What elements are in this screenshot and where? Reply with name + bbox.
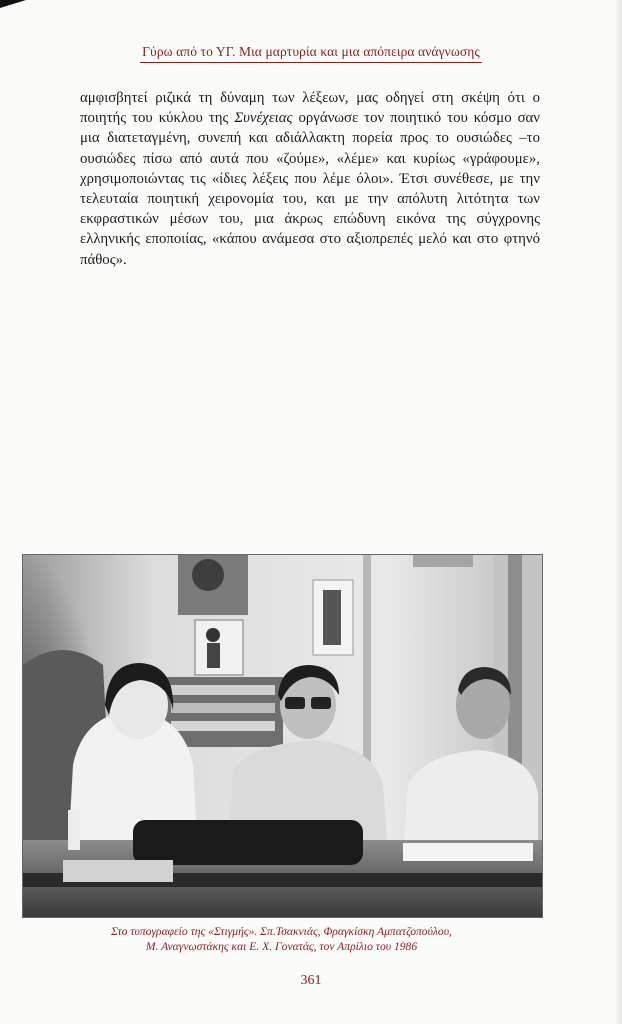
body-text-part2: οργάνωσε τον ποιητικό του κόσμο σαν μια διατεταγμένη, συνεπή και αδιάλλακτη πορεία προς το ουσιώδες –το ουσιώδες πίσω από αυτά που «ζούμε», «λέμε» και κυρίως «γράφουμε», χρησιμοποιώντας τις «ίδιες λέξεις που λέμε όλοι». Έτσι συνέθεσε, με την τελευταία ποιητική χειρονομία του, και με την απόλυτη λιτότητα των εκφραστικών μέσων του, μια άκρως επώδυνη εικόνα της σύγχρονης ελληνικής εποποιίας, «κάπου ανάμεσα στο αξιοπρεπές μελό και στο φτηνό πάθος». (80, 110, 540, 268)
running-head (0, 44, 622, 63)
photo-caption-line-1: Στο τυπογραφείο της «Στιγμής». Σπ.Τσακνιάς, Φραγκίσκη Αμπατζοπούλου, (111, 925, 452, 938)
running-head-title: Γύρω από το ΥΓ. Μια μαρτυρία και μια απόπειρα ανάγνωσης (140, 44, 482, 63)
body-paragraph (80, 88, 540, 270)
photo-caption-line-2: Μ. Αναγνωστάκης και Ε. Χ. Γονατάς, τον Απρίλιο του 1986 (145, 940, 418, 953)
body-text (80, 88, 540, 270)
page-edge-shadow (616, 0, 622, 1024)
body-text-part1: αμφισβητεί ριζικά τη δύναμη των λέξεων, μας οδηγεί στη σκέψη ότι ο ποιητής του κύκλου της (80, 90, 540, 127)
photograph (22, 554, 543, 918)
photograph-image (23, 555, 542, 917)
page-number: 361 (300, 973, 322, 988)
scan-corner-mark (0, 0, 26, 8)
body-italic-title: Συνέχειας (234, 110, 293, 127)
photo-caption (30, 924, 533, 954)
